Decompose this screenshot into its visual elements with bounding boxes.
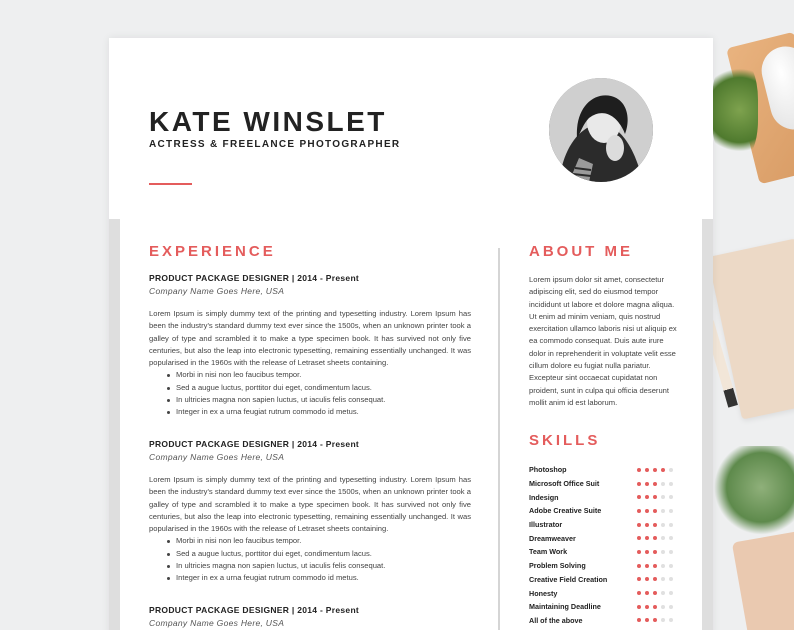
rating-dot [653, 523, 657, 527]
about-text: Lorem ipsum dolor sit amet, consectetur adipiscing elit, sed do eiusmod tempor incididunt ut labore et dolore magna aliqua. Ut enim ad minim veniam, quis nostrud exercitation ullamco laboris nisi ut aliquip ex ea commodo consequat. Duis aute irure dolor in reprehenderit in voluptate velit esse cillum dolore eu fugiat nulla pariatur. Excepteur sint occaecat cupidatat non proident, sunt in culpa qui officia deserunt mollit anim id est laborum. [529, 275, 677, 407]
rating-dot [645, 523, 649, 527]
skills-heading: SKILLS [529, 432, 601, 449]
company-name: Company Name Goes Here, USA [149, 286, 285, 296]
rating-dot [637, 577, 641, 581]
skill-name: Photoshop [529, 465, 567, 475]
skill-row [529, 490, 679, 504]
skill-rating [637, 564, 673, 568]
skills-list [529, 463, 679, 627]
rating-dot [645, 482, 649, 486]
rating-dot [637, 550, 641, 554]
skill-name: Indesign [529, 492, 559, 502]
skill-rating [637, 482, 673, 486]
rating-dot [645, 618, 649, 622]
skill-name: Illustrator [529, 520, 563, 530]
skill-row [529, 573, 679, 587]
rating-dot [645, 564, 649, 568]
rating-dot [653, 482, 657, 486]
rating-dot [661, 591, 665, 595]
skill-row [529, 477, 679, 491]
rating-dot [669, 605, 673, 609]
rating-dot [645, 591, 649, 595]
portrait-image [549, 78, 653, 182]
experience-entry [149, 605, 471, 630]
skill-name: Microsoft Office Suit [529, 479, 600, 489]
rating-dot [669, 591, 673, 595]
rating-dot [653, 509, 657, 513]
bullet-item: Sed a augue luctus, porttitor dui eget, condimentum lacus. [167, 548, 471, 560]
rating-dot [645, 536, 649, 540]
rating-dot [661, 577, 665, 581]
rating-dot [645, 468, 649, 472]
notebook [708, 238, 794, 419]
succulent-plant-top [712, 58, 758, 162]
bullet-item: Sed a augue luctus, porttitor dui eget, condimentum lacus. [167, 382, 471, 394]
experience-heading: EXPERIENCE [149, 243, 276, 260]
skill-row [529, 586, 679, 600]
profile-photo [549, 78, 653, 182]
rating-dot [637, 495, 641, 499]
skill-row [529, 518, 679, 532]
skill-name: Maintaining Deadline [529, 602, 601, 612]
about-heading: ABOUT ME [529, 243, 633, 260]
rating-dot [669, 509, 673, 513]
rating-dot [661, 482, 665, 486]
skill-rating [637, 536, 673, 540]
rating-dot [661, 550, 665, 554]
rating-dot [653, 564, 657, 568]
company-name: Company Name Goes Here, USA [149, 452, 285, 462]
skill-rating [637, 509, 673, 513]
skill-rating [637, 591, 673, 595]
rating-dot [637, 468, 641, 472]
rating-dot [637, 509, 641, 513]
rating-dot [653, 591, 657, 595]
rating-dot [653, 550, 657, 554]
accent-divider [149, 183, 192, 185]
rating-dot [661, 523, 665, 527]
rating-dot [669, 564, 673, 568]
rating-dot [645, 509, 649, 513]
experience-entry [149, 273, 471, 419]
rating-dot [637, 564, 641, 568]
rating-dot [645, 550, 649, 554]
skill-rating [637, 577, 673, 581]
rating-dot [661, 495, 665, 499]
rating-dot [653, 618, 657, 622]
rating-dot [653, 536, 657, 540]
bullet-item: In ultricies magna non sapien luctus, ut iaculis felis consequat. [167, 560, 471, 572]
rating-dot [669, 577, 673, 581]
skill-row [529, 545, 679, 559]
rating-dot [653, 495, 657, 499]
company-name: Company Name Goes Here, USA [149, 618, 285, 628]
rating-dot [637, 591, 641, 595]
rating-dot [637, 523, 641, 527]
skill-rating [637, 523, 673, 527]
skill-name: All of the above [529, 615, 583, 625]
bullet-item: Morbi in nisi non leo faucibus tempor. [167, 369, 471, 381]
rating-dot [669, 482, 673, 486]
skill-name: Dreamweaver [529, 533, 576, 543]
skill-name: Creative Field Creation [529, 574, 608, 584]
skill-name: Honesty [529, 588, 558, 598]
skill-rating [637, 468, 673, 472]
rating-dot [669, 495, 673, 499]
column-divider [498, 248, 500, 630]
skill-row [529, 600, 679, 614]
rating-dot [661, 468, 665, 472]
skill-row [529, 531, 679, 545]
job-bullets [149, 535, 471, 584]
job-description: Lorem Ipsum is simply dummy text of the printing and typesetting industry. Lorem Ipsum has been the industry's standard dummy text ever since the 1500s, when an unknown printer took a galley of type and scrambled it to make a type specimen book. It has survived not only five centuries, but also the leap into electronic typesetting, remaining essentially unchanged. It was popularised in the 1960s with the release of Letraset sheets containing. [149, 309, 471, 368]
rating-dot [661, 536, 665, 540]
rating-dot [669, 536, 673, 540]
succulent-plant-bottom [714, 446, 794, 538]
rating-dot [661, 509, 665, 513]
plant-pot [732, 531, 794, 630]
job-title: PRODUCT PACKAGE DESIGNER | 2014 - Present [149, 605, 360, 615]
job-description: Lorem Ipsum is simply dummy text of the printing and typesetting industry. Lorem Ipsum has been the industry's standard dummy text ever since the 1500s, when an unknown printer took a galley of type and scrambled it to make a type specimen book. It has survived not only five centuries, but also the leap into electronic typesetting, remaining essentially unchanged. It was popularised in the 1960s with the release of Letraset sheets containing. [149, 475, 471, 534]
rating-dot [661, 618, 665, 622]
skill-name: Team Work [529, 547, 568, 557]
rating-dot [645, 577, 649, 581]
job-title: PRODUCT PACKAGE DESIGNER | 2014 - Present [149, 439, 360, 449]
skill-name: Problem Solving [529, 561, 586, 571]
skill-row [529, 463, 679, 477]
rating-dot [637, 536, 641, 540]
skill-rating [637, 618, 673, 622]
skill-row [529, 614, 679, 628]
rating-dot [645, 495, 649, 499]
skill-row [529, 504, 679, 518]
rating-dot [669, 468, 673, 472]
rating-dot [661, 605, 665, 609]
rating-dot [637, 618, 641, 622]
skill-rating [637, 495, 673, 499]
bullet-item: Integer in ex a urna feugiat rutrum commodo id metus. [167, 406, 471, 418]
rating-dot [661, 564, 665, 568]
resume-subtitle: ACTRESS & FREELANCE PHOTOGRAPHER [149, 139, 401, 150]
skill-rating [637, 605, 673, 609]
job-bullets [149, 369, 471, 418]
rating-dot [669, 523, 673, 527]
experience-entry [149, 439, 471, 585]
job-title: PRODUCT PACKAGE DESIGNER | 2014 - Present [149, 273, 360, 283]
rating-dot [637, 482, 641, 486]
resume-sheet [109, 38, 713, 630]
bullet-item: Morbi in nisi non leo faucibus tempor. [167, 535, 471, 547]
rating-dot [653, 605, 657, 609]
rating-dot [669, 550, 673, 554]
bullet-item: Integer in ex a urna feugiat rutrum commodo id metus. [167, 572, 471, 584]
bullet-item: In ultricies magna non sapien luctus, ut iaculis felis consequat. [167, 394, 471, 406]
rating-dot [669, 618, 673, 622]
rating-dot [637, 605, 641, 609]
resume-name: KATE WINSLET [149, 106, 387, 137]
rating-dot [653, 468, 657, 472]
rating-dot [653, 577, 657, 581]
rating-dot [645, 605, 649, 609]
skill-rating [637, 550, 673, 554]
skill-name: Adobe Creative Suite [529, 506, 602, 516]
skill-row [529, 559, 679, 573]
